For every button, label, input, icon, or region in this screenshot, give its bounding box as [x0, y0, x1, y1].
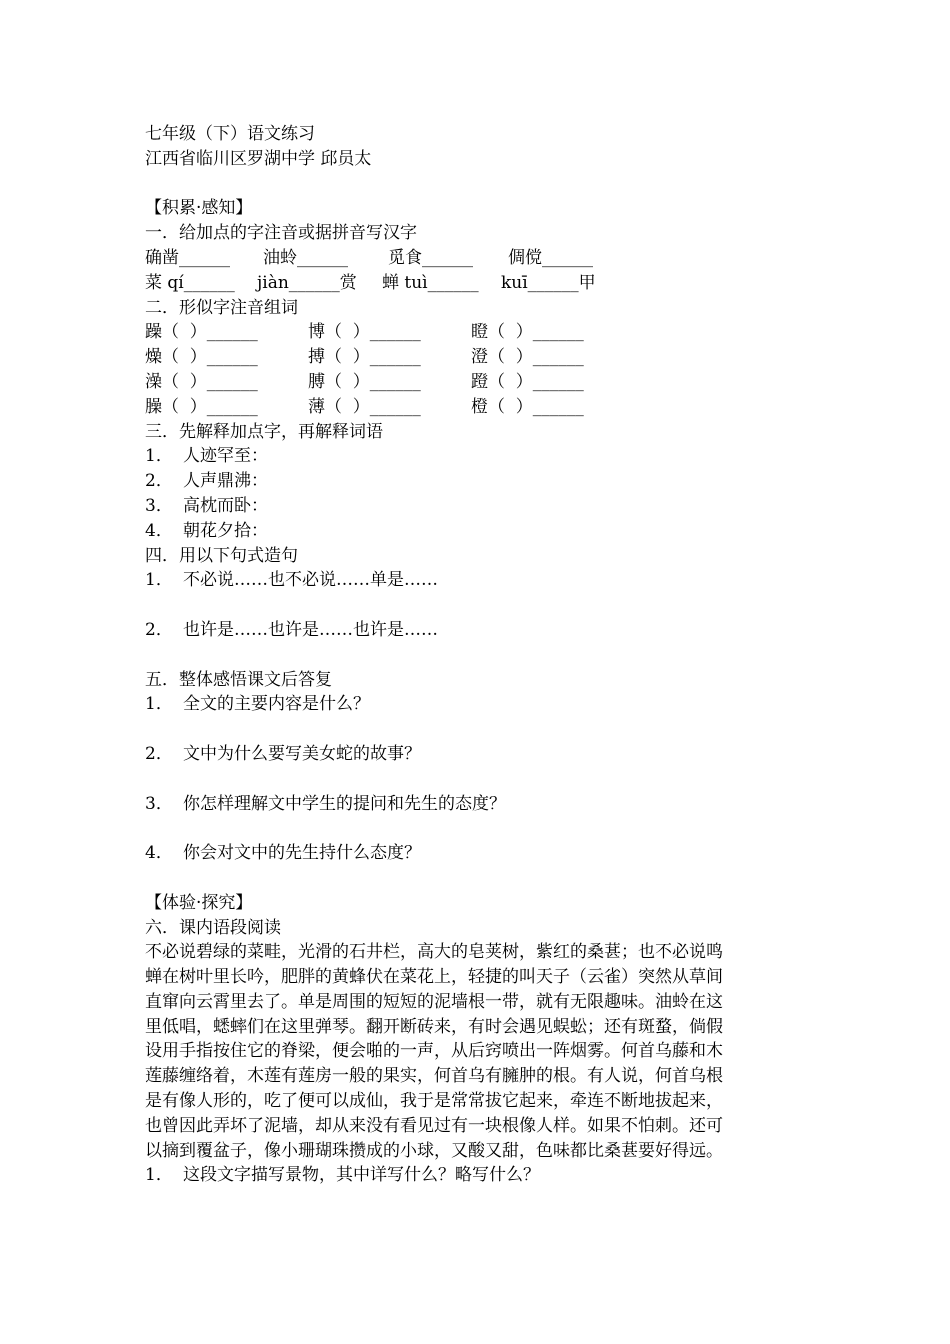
list-item — [145, 1163, 805, 1188]
char-item: 燥（ ）______ — [145, 347, 258, 368]
list-item — [145, 742, 805, 767]
fill-item: jiàn______赏 — [257, 272, 357, 293]
passage-line: 不必说碧绿的菜畦，光滑的石井栏，高大的皂荚树，紫红的桑葚；也不必说鸣 — [145, 942, 723, 963]
list-item — [145, 692, 805, 717]
char-item: 橙（ ）______ — [471, 396, 584, 417]
fill-item: 倜傥______ — [508, 247, 593, 268]
question-5-title: 五．整体感悟课文后答复 — [145, 669, 332, 690]
list-item — [145, 792, 805, 817]
fill-item: kuī______甲 — [501, 272, 596, 293]
item-text: 你会对文中的先生持什么态度？ — [183, 843, 421, 864]
char-item: 薄（ ）______ — [308, 396, 421, 417]
list-item — [145, 841, 805, 866]
item-text: 也许是……也许是……也许是…… — [183, 619, 438, 640]
question-1-row-1 — [145, 246, 805, 271]
item-text: 你怎样理解文中学生的提问和先生的态度？ — [183, 793, 506, 814]
char-item: 蹬（ ）______ — [471, 371, 584, 392]
char-item: 博（ ）______ — [308, 322, 421, 343]
section-heading-accumulate: 【积累·感知】 — [145, 198, 253, 219]
char-item: 臊（ ）______ — [145, 396, 258, 417]
passage-line: 以摘到覆盆子，像小珊瑚珠攒成的小球，又酸又甜，色味都比桑葚要好得远。 — [145, 1140, 723, 1161]
item-number: 1． — [145, 1165, 173, 1186]
answer-space — [145, 717, 805, 742]
answer-space — [145, 767, 805, 792]
char-item: 躁（ ）______ — [145, 322, 258, 343]
item-number: 1． — [145, 570, 173, 591]
author-line: 江西省临川区罗湖中学 邱员太 — [145, 148, 372, 169]
item-number: 1． — [145, 694, 173, 715]
item-text: 人迹罕至： — [183, 446, 268, 467]
fill-item: 油蛉______ — [263, 247, 348, 268]
item-number: 1． — [145, 446, 173, 467]
worksheet-title: 七年级（下）语文练习 — [145, 124, 315, 144]
char-item: 澄（ ）______ — [471, 347, 584, 368]
item-text: 全文的主要内容是什么？ — [183, 694, 370, 715]
passage-line: 也曾因此弄坏了泥墙，却从来没有看见过有一块根像人样。如果不怕刺。还可 — [145, 1115, 723, 1136]
char-item: 瞪（ ）______ — [471, 322, 584, 343]
item-number: 4． — [145, 520, 173, 541]
worksheet-page — [145, 122, 805, 1188]
answer-space — [145, 866, 805, 891]
list-item — [145, 444, 805, 469]
question-1-title: 一．给加点的字注音或据拼音写汉字 — [145, 223, 417, 244]
question-3-title: 三．先解释加点字，再解释词语 — [145, 421, 383, 442]
question-6-title: 六．课内语段阅读 — [145, 917, 281, 938]
passage-line: 莲藤缠络着，木莲有莲房一般的果实，何首乌有臃肿的根。有人说，何首乌根 — [145, 1066, 723, 1087]
question-1-row-2 — [145, 271, 805, 296]
passage-line: 里低唱，蟋蟀们在这里弹琴。翻开断砖来，有时会遇见蜈蚣；还有斑蝥，倘假 — [145, 1016, 723, 1037]
reading-passage — [145, 940, 805, 1163]
section-heading-explore: 【体验·探究】 — [145, 892, 253, 913]
item-number: 2． — [145, 743, 173, 764]
item-number: 2． — [145, 471, 173, 492]
question-2-row — [145, 395, 805, 420]
fill-item: 菜 qí______ — [145, 272, 235, 293]
item-number: 3． — [145, 793, 173, 814]
list-item — [145, 469, 805, 494]
question-2-title: 二．形似字注音组词 — [145, 297, 298, 318]
char-item: 澡（ ）______ — [145, 371, 258, 392]
item-text: 朝花夕拾： — [183, 520, 268, 541]
fill-item: 蝉 tuì______ — [382, 272, 479, 293]
spacer — [145, 172, 805, 197]
question-2-row — [145, 345, 805, 370]
item-number: 2． — [145, 619, 173, 640]
list-item — [145, 618, 805, 643]
item-text: 这段文字描写景物，其中详写什么？略写什么？ — [183, 1165, 540, 1186]
fill-item: 觅食______ — [388, 247, 473, 268]
item-number: 3． — [145, 495, 173, 516]
passage-line: 设用手指按住它的脊梁，便会啪的一声，从后窍喷出一阵烟雾。何首乌藤和木 — [145, 1041, 723, 1062]
question-4-title: 四．用以下句式造句 — [145, 545, 298, 566]
item-text: 高枕而卧： — [183, 495, 268, 516]
item-text: 人声鼎沸： — [183, 471, 268, 492]
answer-space — [145, 593, 805, 618]
item-text: 不必说……也不必说……单是…… — [183, 570, 438, 591]
char-item: 搏（ ）______ — [308, 347, 421, 368]
fill-item: 确凿______ — [145, 247, 230, 268]
list-item — [145, 568, 805, 593]
question-2-row — [145, 320, 805, 345]
passage-line: 直窜向云霄里去了。单是周围的短短的泥墙根一带，就有无限趣味。油蛉在这 — [145, 991, 723, 1012]
passage-line: 是有像人形的，吃了便可以成仙，我于是常常拔它起来，牵连不断地拔起来， — [145, 1091, 723, 1112]
list-item — [145, 519, 805, 544]
answer-space — [145, 816, 805, 841]
list-item — [145, 494, 805, 519]
question-2-row — [145, 370, 805, 395]
char-item: 膊（ ）______ — [308, 371, 421, 392]
item-text: 文中为什么要写美女蛇的故事？ — [183, 743, 421, 764]
passage-line: 蝉在树叶里长吟，肥胖的黄蜂伏在菜花上，轻捷的叫天子（云雀）突然从草间 — [145, 967, 723, 988]
item-number: 4． — [145, 843, 173, 864]
answer-space — [145, 643, 805, 668]
